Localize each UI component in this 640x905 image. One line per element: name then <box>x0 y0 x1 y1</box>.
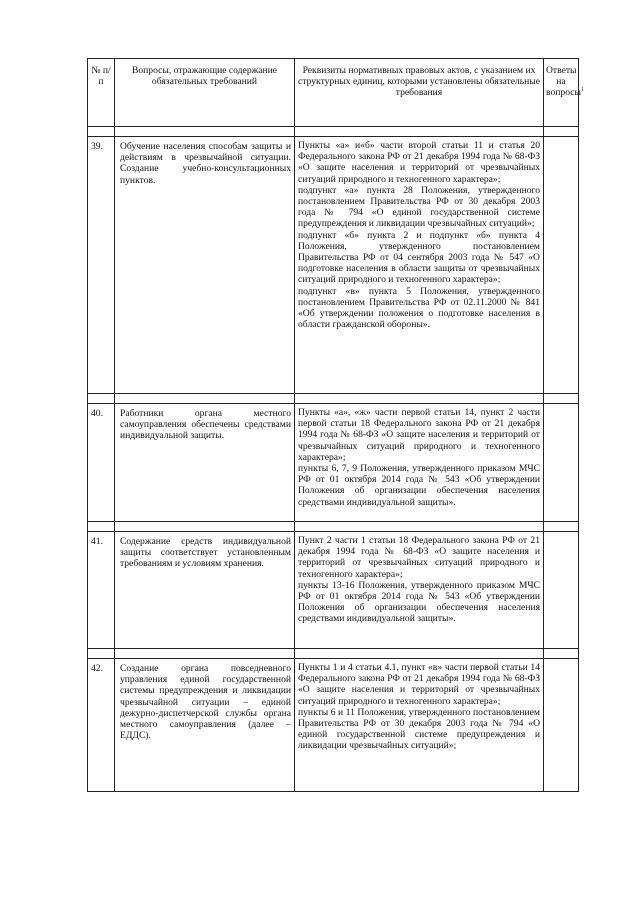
row-number: 40. <box>88 404 115 522</box>
row-answer[interactable] <box>544 532 579 649</box>
table-row-gap <box>88 649 579 659</box>
row-answer[interactable] <box>544 137 579 394</box>
row-requisites <box>295 659 544 792</box>
row-number: 42. <box>88 659 115 792</box>
table-row-gap <box>88 522 579 532</box>
row-answer[interactable] <box>544 659 579 792</box>
row-number: 39. <box>88 137 115 394</box>
header-num: № п/п <box>88 59 115 127</box>
footnote-marker: 1 <box>580 87 584 94</box>
requisite-paragraph: подпункт «б» пункта 2 и подпункт «б» пункта 4 Положения, утвержденного постановлением Правительства РФ от 04 сентября 2003 года № 547 «О подготовке населения в области защиты от чрезвычайных ситуаций природного и техногенного характера»; <box>298 229 540 286</box>
requisite-paragraph: Пункты 1 и 4 статьи 4.1, пункт «в» части первой статьи 14 Федерального закона РФ от 21 декабря 1994 года № 68-ФЗ «О защите населения и территорий от чрезвычайных ситуаций природного и техногенного характера»; <box>298 662 540 707</box>
requisite-paragraph: Пункт 2 части 1 статьи 18 Федерального закона РФ от 21 декабря 1994 года № 68-ФЗ «О защите населения и территорий от чрезвычайных ситуаций природного и техногенного характера»; <box>298 535 540 580</box>
row-question: Содержание средств индивидуальной защиты соответствует установленным требованиям и условиям хранения. <box>115 532 295 649</box>
requisite-paragraph: пункты 6 и 11 Положения, утвержденного постановлением Правительства РФ от 30 декабря 2003 года № 794 «О единой государственной системе предупреждения и ликвидации чрезвычайных ситуаций»; <box>298 706 540 752</box>
table-row-gap <box>88 394 579 404</box>
table-header <box>88 59 584 127</box>
requisite-paragraph: подпункт «в» пункта 5 Положения, утвержденного постановлением Правительства РФ от 02.11.2000 № 841 «Об утверждении положения о подготовке населения в области гражданской обороны». <box>298 285 540 331</box>
table-row <box>88 532 579 649</box>
table-row <box>88 659 579 792</box>
requisite-paragraph: подпункт «а» пункта 28 Положения, утвержденного постановлением Правительства РФ от 30 декабря 2003 года № 794 «О единой государственной системе предупреждения и ликвидации чрезвычайных ситуаций»; <box>298 184 540 230</box>
row-question: Работники органа местного самоуправления обеспечены средствами индивидуальной защиты. <box>115 404 295 522</box>
requirements-table <box>87 58 584 792</box>
row-question: Создание органа повседневного управления единой государственной системы предупреждения и ликвидации чрезвычайной ситуации – единой дежурно-диспетчерской службы органа местного самоуправления (далее – ЕДДС). <box>115 659 295 792</box>
requisite-paragraph: Пункты «а», «ж» части первой статьи 14, пункт 2 части первой статьи 18 Федерального закона РФ от 21 декабря 1994 года № 68-ФЗ «О защите населения и территорий от чрезвычайных ситуаций природного и техногенного характера»; <box>298 407 540 463</box>
header-answers-label: Ответы на вопросы <box>546 65 581 99</box>
header-answers <box>544 59 584 127</box>
table-row-gap <box>88 127 579 137</box>
header-requisites: Реквизиты нормативных правовых актов, с указанием их структурных единиц, которыми установлены обязательные требования <box>295 59 544 127</box>
requisite-paragraph: пункты 13-16 Положения, утвержденного приказом МЧС РФ от 01 октября 2014 года № 543 «Об утверждении Положения об организации обеспечения населения средствами индивидуальной защиты». <box>298 579 540 625</box>
row-number: 41. <box>88 532 115 649</box>
requisite-paragraph: пункты 6, 7, 9 Положения, утвержденного приказом МЧС РФ от 01 октября 2014 года № 543 «Об утверждении Положения об организации обеспечения населения средствами индивидуальной защиты». <box>298 463 540 508</box>
header-question: Вопросы, отражающие содержание обязательных требований <box>115 59 295 127</box>
table-row <box>88 137 579 394</box>
table-body <box>88 127 579 792</box>
row-requisites <box>295 137 544 394</box>
table-row <box>88 404 579 522</box>
row-requisites <box>295 532 544 649</box>
row-requisites <box>295 404 544 522</box>
row-answer[interactable] <box>544 404 579 522</box>
row-question: Обучение населения способам защиты и действиям в чрезвычайной ситуации. Создание учебно-консультационных пунктов. <box>115 137 295 394</box>
requisite-paragraph: Пункты «а» и«б» части второй статьи 11 и статья 20 Федерального закона РФ от 21 декабря 1994 года № 68-ФЗ «О защите населения и территорий от чрезвычайных ситуаций природного и техногенного характера»; <box>298 140 540 185</box>
